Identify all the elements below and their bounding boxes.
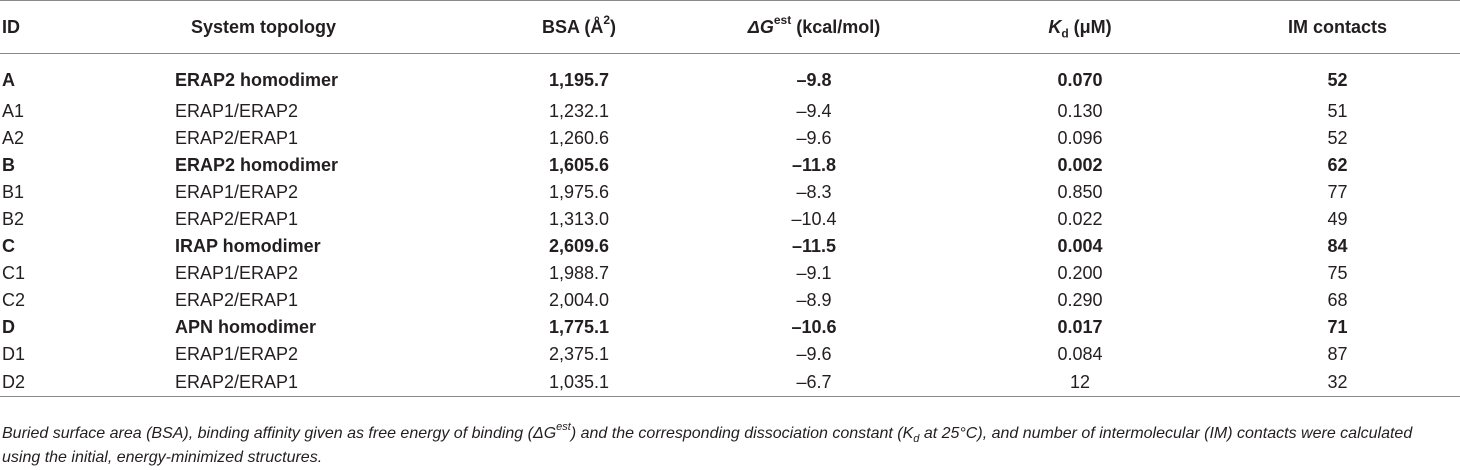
cell-kd: 0.017 xyxy=(1057,317,1103,337)
cell-topology: ERAP2/ERAP1 xyxy=(175,128,299,148)
footnote-part1: Buried surface area (BSA), binding affinity given as free energy of binding (ΔG xyxy=(2,425,557,442)
cell-im: 84 xyxy=(1327,236,1348,256)
cell-im: 62 xyxy=(1327,155,1348,175)
header-dg-sup: est xyxy=(773,12,792,27)
cell-kd: 0.096 xyxy=(1057,128,1103,148)
cell-dg: –9.4 xyxy=(796,101,832,121)
cell-bsa: 2,375.1 xyxy=(548,344,610,364)
cell-bsa: 1,775.1 xyxy=(548,317,610,337)
cell-dg: –9.8 xyxy=(796,69,832,90)
cell-topology: APN homodimer xyxy=(175,317,317,337)
table-row xyxy=(0,314,1460,341)
header-bsa xyxy=(475,1,683,54)
cell-im: 52 xyxy=(1327,69,1348,90)
cell-kd: 0.200 xyxy=(1057,263,1103,283)
table-row xyxy=(0,98,1460,125)
table-row xyxy=(0,179,1460,206)
cell-id: B1 xyxy=(2,182,25,202)
cell-bsa: 1,260.6 xyxy=(548,128,610,148)
cell-id: D1 xyxy=(2,344,26,364)
header-bsa-sup: 2 xyxy=(603,12,611,27)
cell-bsa: 1,035.1 xyxy=(475,368,683,397)
cell-topology: ERAP1/ERAP2 xyxy=(175,182,299,202)
cell-dg: –8.3 xyxy=(796,182,832,202)
header-dg-symbol: ΔG xyxy=(747,16,774,37)
cell-im: 49 xyxy=(1327,209,1348,229)
cell-im: 68 xyxy=(1327,290,1348,310)
table-row xyxy=(0,54,1460,99)
header-dg xyxy=(683,1,945,54)
cell-bsa: 1,975.6 xyxy=(548,182,610,202)
cell-im: 52 xyxy=(1327,128,1348,148)
cell-id: A2 xyxy=(2,128,25,148)
cell-bsa: 2,609.6 xyxy=(548,236,610,256)
cell-im: 32 xyxy=(1215,368,1460,397)
cell-kd: 0.004 xyxy=(1057,236,1103,256)
cell-dg: –8.9 xyxy=(796,290,832,310)
cell-dg: –10.6 xyxy=(791,317,837,337)
cell-dg: –6.7 xyxy=(683,368,945,397)
table-footnote xyxy=(2,422,1454,470)
cell-id: C2 xyxy=(2,290,26,310)
cell-topology: ERAP1/ERAP2 xyxy=(175,344,299,364)
cell-id: C xyxy=(2,236,15,256)
cell-kd: 0.022 xyxy=(1057,209,1103,229)
cell-kd: 12 xyxy=(945,368,1215,397)
header-kd xyxy=(945,1,1215,54)
header-row xyxy=(0,1,1460,54)
cell-kd: 0.130 xyxy=(1057,101,1103,121)
table-row xyxy=(0,233,1460,260)
header-kd-sub: d xyxy=(1061,26,1069,41)
footnote-sub: d xyxy=(913,433,920,446)
footnote-part3: at 25°C), and number of intermolecular (IM) contacts were calculated using the initial, energy-minimized structures. xyxy=(2,425,1413,466)
header-id: ID xyxy=(0,1,175,54)
cell-topology: ERAP1/ERAP2 xyxy=(175,263,299,283)
cell-kd: 0.002 xyxy=(1057,155,1103,175)
cell-bsa: 1,195.7 xyxy=(548,69,610,90)
cell-bsa: 1,313.0 xyxy=(548,209,610,229)
cell-kd: 0.850 xyxy=(1057,182,1103,202)
cell-id: B xyxy=(2,155,15,175)
table-row xyxy=(0,368,1460,397)
header-kd-unit: (μM) xyxy=(1068,16,1112,37)
cell-kd: 0.084 xyxy=(1057,344,1103,364)
table-row xyxy=(0,206,1460,233)
cell-bsa: 1,232.1 xyxy=(548,101,610,121)
cell-im: 87 xyxy=(1327,344,1348,364)
cell-topology: IRAP homodimer xyxy=(175,236,321,256)
table-row xyxy=(0,152,1460,179)
cell-topology: ERAP2 homodimer xyxy=(175,69,339,90)
cell-id: D xyxy=(2,317,15,337)
header-topology: System topology xyxy=(175,1,475,54)
cell-bsa: 2,004.0 xyxy=(548,290,610,310)
cell-topology: ERAP1/ERAP2 xyxy=(175,101,299,121)
cell-id: D2 xyxy=(0,368,175,397)
footnote-part2: ) and the corresponding dissociation constant (K xyxy=(570,425,914,442)
cell-dg: –11.8 xyxy=(791,155,837,175)
header-bsa-close: ) xyxy=(610,16,617,37)
cell-bsa: 1,988.7 xyxy=(548,263,610,283)
cell-dg: –10.4 xyxy=(791,209,837,229)
cell-id: B2 xyxy=(2,209,25,229)
cell-id: A1 xyxy=(2,101,25,121)
footnote-sup: est xyxy=(556,420,571,433)
cell-kd: 0.070 xyxy=(1057,69,1103,90)
cell-topology: ERAP2 homodimer xyxy=(175,155,339,175)
table-row xyxy=(0,125,1460,152)
cell-bsa: 1,605.6 xyxy=(548,155,610,175)
cell-dg: –9.6 xyxy=(796,128,832,148)
cell-im: 71 xyxy=(1327,317,1348,337)
table-row xyxy=(0,287,1460,314)
cell-dg: –9.6 xyxy=(796,344,832,364)
table-body xyxy=(0,54,1460,397)
cell-id: A xyxy=(2,69,15,90)
cell-dg: –11.5 xyxy=(791,236,837,256)
header-kd-symbol: K xyxy=(1048,16,1062,37)
cell-im: 77 xyxy=(1327,182,1348,202)
cell-topology: ERAP2/ERAP1 xyxy=(175,209,299,229)
cell-topology: ERAP2/ERAP1 xyxy=(175,368,475,397)
cell-im: 75 xyxy=(1327,263,1348,283)
header-dg-unit: (kcal/mol) xyxy=(791,16,881,37)
table-row xyxy=(0,260,1460,287)
header-im: IM contacts xyxy=(1215,1,1460,54)
cell-im: 51 xyxy=(1327,101,1348,121)
cell-topology: ERAP2/ERAP1 xyxy=(175,290,299,310)
cell-kd: 0.290 xyxy=(1057,290,1103,310)
table-row xyxy=(0,341,1460,368)
header-bsa-text: BSA (Å xyxy=(541,16,604,37)
cell-id: C1 xyxy=(2,263,26,283)
cell-dg: –9.1 xyxy=(796,263,832,283)
